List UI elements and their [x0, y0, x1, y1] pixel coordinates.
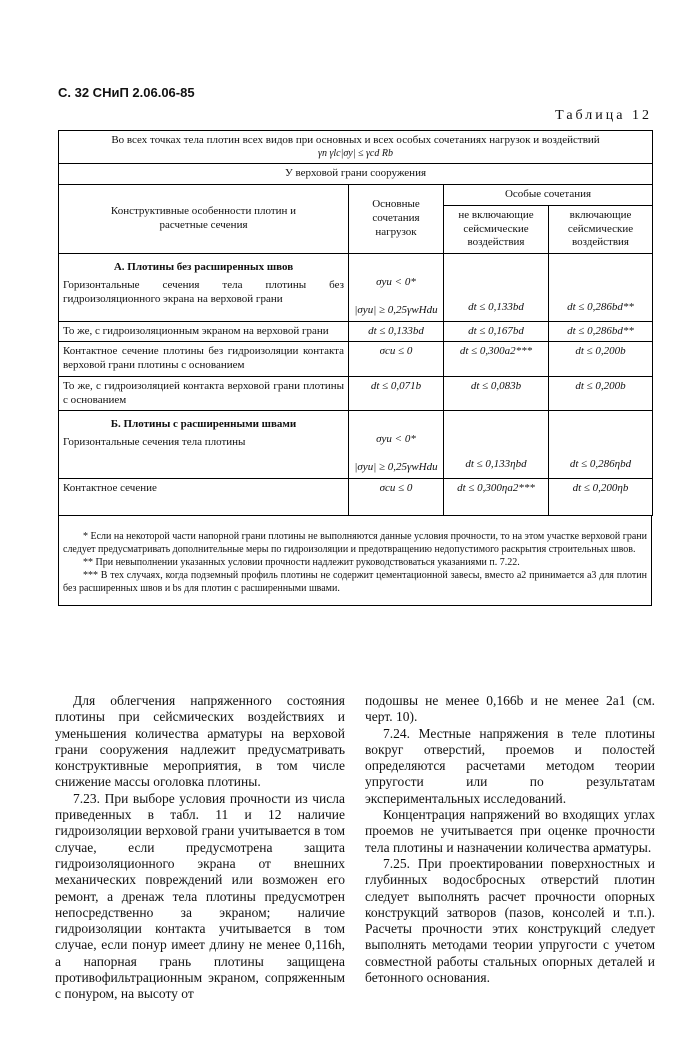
row-label: Горизонтальные сечения тела плотины без гидроизоляционного экрана на верховой грани: [63, 278, 344, 305]
table-footnotes: [58, 516, 652, 606]
row-main-1: dt ≤ 0,071b: [349, 376, 444, 411]
paragraph-7-24: 7.24. Местные напряжения в теле плотины вокруг отверстий, проемов и полостей определяются расчетами методом теории упругости или по результатам экспериментальных исследований.: [365, 725, 655, 806]
row-non-seismic: dt ≤ 0,083b: [444, 376, 549, 411]
row-non-seismic: dt ≤ 0,300ηa2***: [444, 478, 549, 515]
row-main-1: σyu < 0*: [376, 276, 416, 288]
header-main-combinations: Основные сочетания нагрузок: [349, 185, 444, 254]
table-caption-cell: [59, 131, 653, 164]
header-seismic: включающие сейсмические воздействия: [549, 205, 653, 253]
paragraph: Для облегчения напряженного состояния плотины при сейсмических воздействиях и уменьшения количества арматуры на верховой грани сооружения надлежит предусматривать конструктивные мероприятия, в том числе снижение массы оголовка плотины.: [55, 693, 345, 790]
row-seismic: dt ≤ 0,286bd**: [549, 254, 653, 322]
row-seismic: dt ≤ 0,200b: [549, 342, 653, 377]
row-main-1: dt ≤ 0,133bd: [349, 321, 444, 342]
text-column-left: [55, 693, 345, 1003]
row-seismic: dt ≤ 0,286ηbd: [549, 411, 653, 479]
page-header: С. 32 СНиП 2.06.06-85: [58, 85, 195, 100]
caption-formula: γn γlc|σy| ≤ γcd Rb: [318, 147, 393, 159]
row-main-1: σcu ≤ 0: [349, 342, 444, 377]
row-non-seismic: dt ≤ 0,133ηbd: [444, 411, 549, 479]
footnote-1: * Если на некоторой части напорной грани плотины не выполняются данные условия прочности, то на этом участке верховой грани следует предусматривать дополнительные меры по гидроизоляции и предотвращению недопустимого раскрытия строительных швов.: [63, 530, 647, 555]
row-seismic: dt ≤ 0,200ηb: [549, 478, 653, 515]
section-b-title: Б. Плотины с расширенными швами: [110, 418, 297, 431]
table-row: [59, 376, 653, 411]
row-label: Контактное сечение плотины без гидроизоляции контакта верховой грани плотины с основанием: [59, 342, 349, 377]
row-a1-label: [59, 254, 349, 322]
row-main-1: σyu < 0*: [376, 433, 416, 446]
table-row: [59, 478, 653, 515]
header-non-seismic: не включающие сейсмические воздействия: [444, 205, 549, 253]
text-column-right: [365, 693, 655, 986]
row-non-seismic: dt ≤ 0,167bd: [444, 321, 549, 342]
row-a1-main: [349, 254, 444, 322]
section-a-title: А. Плотины без расширенных швов: [113, 261, 294, 273]
row-label: Горизонтальные сечения тела плотины: [63, 436, 246, 448]
table-caption: Во всех точках тела плотин всех видов при основных и всех особых сочетаниях нагрузок и воздействий: [111, 134, 600, 146]
footnote-2: ** При невыполнении указанных условии прочности надлежит руководствоваться указаниями п. 7.22.: [83, 556, 520, 568]
strength-conditions-table: [58, 130, 653, 516]
header-features: Конструктивные особенности плотин и расчетные сечения: [59, 185, 349, 254]
row-seismic: dt ≤ 0,286bd**: [549, 321, 653, 342]
row-main-2: |σyu| ≥ 0,25γwHdu: [354, 461, 438, 473]
row-label: То же, с гидроизоляцией контакта верховой грани плотины с основанием: [59, 376, 349, 411]
table-12: [58, 130, 652, 606]
row-non-seismic: dt ≤ 0,300a2***: [444, 342, 549, 377]
footnote-3: *** В тех случаях, когда подземный профиль плотины не содержит цементационной завесы, вместо a2 принимается a3 для плотин без расширенных швов и bs для плотин с расширенными швами.: [63, 569, 647, 594]
row-seismic: dt ≤ 0,200b: [549, 376, 653, 411]
table-row: [59, 411, 653, 479]
row-b1-main: [349, 411, 444, 479]
header-special-combinations: Особые сочетания: [444, 185, 653, 206]
paragraph-7-23: 7.23. При выборе условия прочности из числа приведенных в табл. 11 и 12 наличие гидроизоляции верховой грани учитывается в том случае, если предусмотрена защита гидроизоляционного экрана от внешних механических повреждений или возможен его ремонт, а дренаж тела плотины предусмотрен непосредственно за экраном; наличие гидроизоляции контакта учитывается в том случае, если понур имеет длину не менее 0,116h, а напорная грань плотины защищена противофильтрационным экраном, сопряженным с понуром, на высоту от: [55, 790, 345, 1002]
table-label: Таблица 12: [555, 108, 652, 123]
table-row: [59, 254, 653, 322]
row-non-seismic: dt ≤ 0,133bd: [444, 254, 549, 322]
table-row: [59, 321, 653, 342]
table-row: [59, 342, 653, 377]
row-label: То же, с гидроизоляционным экраном на верховой грани: [59, 321, 349, 342]
upstream-face-header: У верховой грани сооружения: [59, 164, 653, 185]
paragraph: Концентрация напряжений во входящих углах проемов не учитывается при оценке прочности тела плотины и назначении количества арматуры.: [365, 807, 655, 855]
paragraph-continued: подошвы не менее 0,166b и не менее 2a1 (см. черт. 10).: [365, 693, 655, 725]
row-main-2: |σyu| ≥ 0,25γwHdu: [354, 303, 438, 316]
row-main-1: σcu ≤ 0: [349, 478, 444, 515]
row-b1-label: [59, 411, 349, 479]
row-label: Контактное сечение: [59, 478, 349, 515]
paragraph-7-25: 7.25. При проектировании поверхностных и глубинных водосбросных отверстий плотин следует выполнять расчет прочности опорных конструкций затворов (пазов, консолей и т.п.). Расчеты прочности этих конструкций следует выполнять методами теории упругости с учетом совместной работы стальных опорных деталей и бетонного основания.: [365, 855, 655, 986]
